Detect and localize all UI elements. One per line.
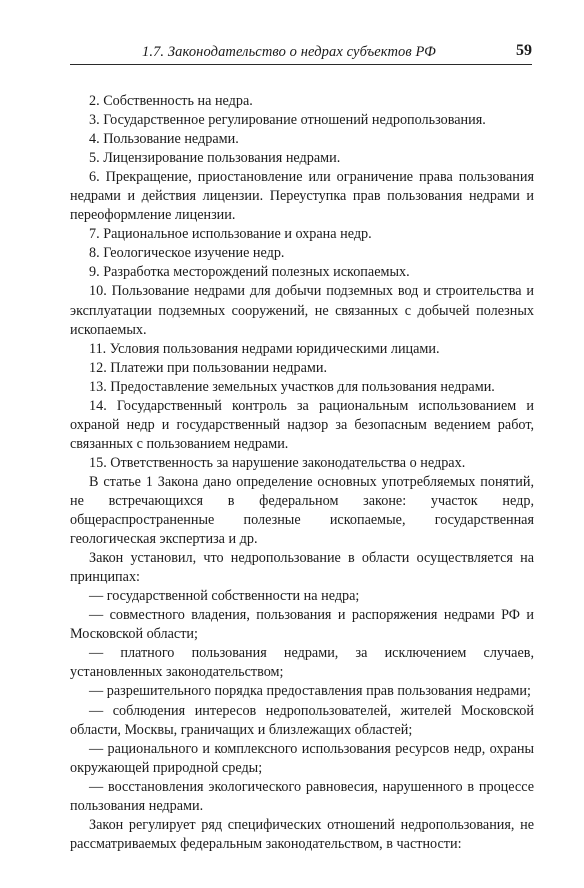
paragraph: 2. Собственность на недра. — [89, 93, 253, 109]
list-item: — разрешительного порядка предоставления прав пользования недрами; — [89, 683, 531, 700]
page-number: 59 — [516, 42, 532, 59]
paragraph: 15. Ответственность за нарушение законодательства о недрах. — [89, 454, 466, 471]
paragraph: 11. Условия пользования недрами юридическими лицами. — [89, 340, 440, 357]
paragraph: 4. Пользование недрами. — [89, 131, 239, 148]
paragraph: 5. Лицензирование пользования недрами. — [89, 150, 341, 167]
paragraph: Закон установил, что недропользование в области осуществляется на принципах: — [70, 550, 534, 586]
paragraph: 7. Рациональное использование и охрана недр. — [89, 226, 372, 243]
paragraph: 8. Геологическое изучение недр. — [89, 245, 285, 262]
running-title: 1.7. Законодательство о недрах субъектов РФ — [142, 44, 436, 60]
paragraph: 10. Пользование недрами для добычи подземных вод и строительства и эксплуатации подземных сооружений, не связанных с добычей полезных ископаемых. — [70, 283, 534, 338]
body-text — [70, 92, 534, 854]
list-item: — государственной собственности на недра; — [89, 588, 360, 605]
paragraph: 13. Предоставление земельных участков для пользования недрами. — [89, 378, 495, 395]
paragraph: 9. Разработка месторождений полезных ископаемых. — [89, 264, 410, 281]
paragraph: 6. Прекращение, приостановление или ограничение права пользования недрами и действия лицензии. Переуступка прав пользования недрами и переоформление лицензии. — [70, 169, 534, 224]
paragraph: 3. Государственное регулирование отношений недропользования. — [89, 112, 486, 129]
header-rule — [70, 64, 532, 65]
paragraph: 14. Государственный контроль за рациональным использованием и охраной недр и государственный надзор за безопасным ведением работ, связанных с пользованием недрами. — [70, 397, 534, 452]
list-item: — совместного владения, пользования и распоряжения недрами РФ и Московской области; — [70, 607, 534, 643]
list-item: — соблюдения интересов недропользователей, жителей Московской области, Москвы, граничащих и близлежащих областей; — [70, 702, 534, 738]
paragraph: Закон регулирует ряд специфических отношений недропользования, не рассматриваемых федеральным законодательством, в частности: — [70, 816, 534, 852]
list-item: — рационального и комплексного использования ресурсов недр, охраны окружающей природной среды; — [70, 740, 534, 776]
list-item: — восстановления экологического равновесия, нарушенного в процессе пользования недрами. — [70, 778, 534, 814]
page-header — [70, 40, 532, 62]
paragraph: 12. Платежи при пользовании недрами. — [89, 359, 328, 376]
paragraph: В статье 1 Закона дано определение основных употребляемых понятий, не встречающихся в федеральном законе: участок недр, общераспространенные полезные ископаемые, государственная геологическая экспертиза и др. — [70, 473, 534, 548]
list-item: — платного пользования недрами, за исключением случаев, установленных законодательством; — [70, 645, 534, 681]
